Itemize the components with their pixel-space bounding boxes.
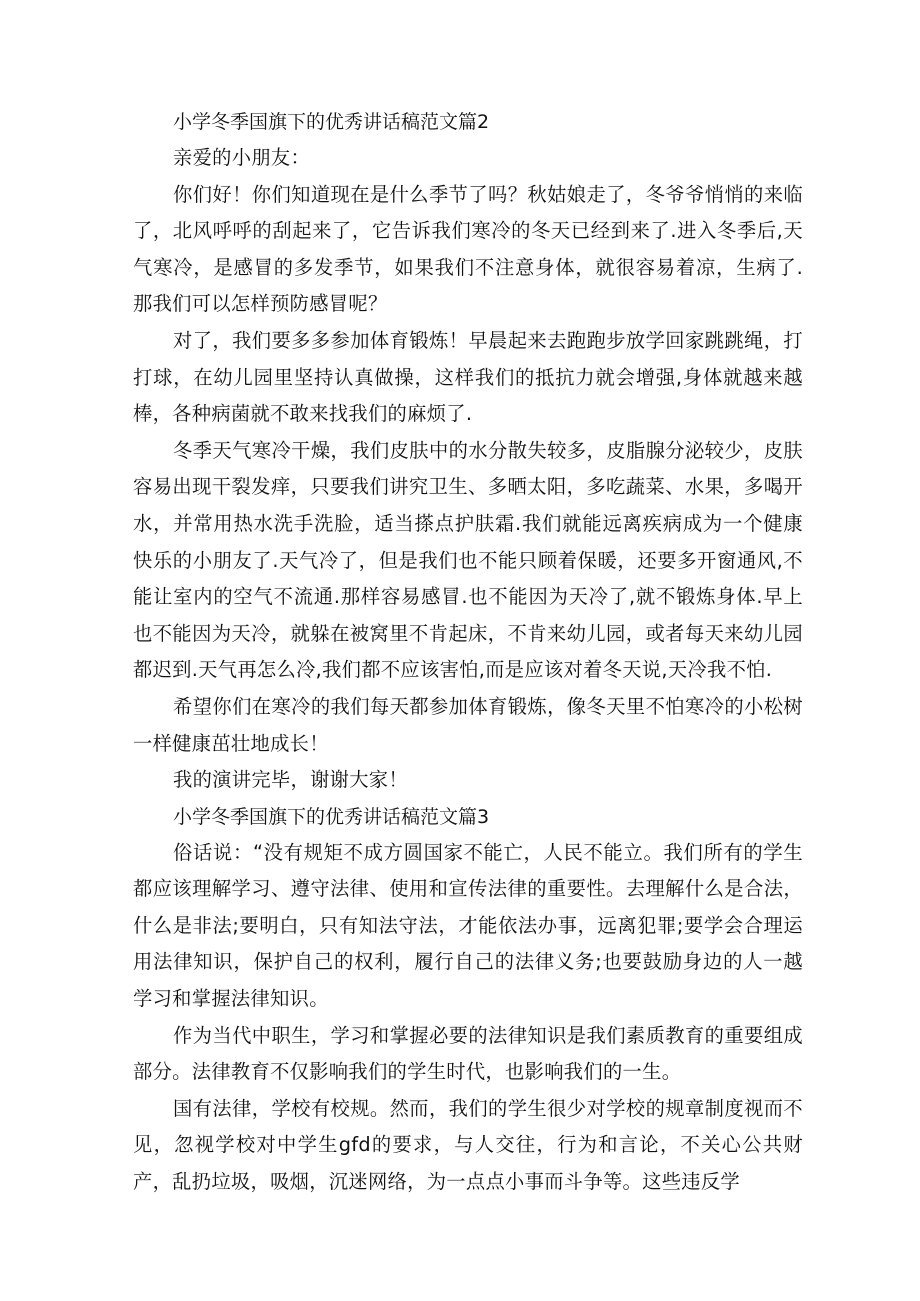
paragraph: 国有法律，学校有校规。然而，我们的学生很少对学校的规章制度视而不见，忽视学校对中学生gfd的要求，与人交往，行为和言论，不关心公共财产，乱扔垃圾，吸烟，沉迷网络，为一点点小事而斗争等。这些违反学 [133,1096,803,1194]
salutation: 亲爱的小朋友： [173,146,311,169]
paragraph: 希望你们在寒冷的我们每天都参加体育锻炼，像冬天里不怕寒冷的小松树一样健康茁壮地成长！ [133,694,803,755]
paragraph: 作为当代中职生，学习和掌握必要的法律知识是我们素质教育的重要组成部分。法律教育不仅影响我们的学生时代，也影响我们的一生。 [133,1023,803,1084]
paragraph: 冬季天气寒冷干燥，我们皮肤中的水分散失较多，皮脂腺分泌较少，皮肤容易出现干裂发痒，只要我们讲究卫生、多晒太阳，多吃蔬菜、水果，多喝开水，并常用热水洗手洗脸，适当搽点护肤霜.我们就能远离疾病成为一个健康快乐的小朋友了.天气冷了，但是我们也不能只顾着保暖，还要多开窗通风,不能让室内的空气不流通.那样容易感冒.也不能因为天冷了,就不锻炼身体.早上也不能因为天冷，就躲在被窝里不肯起床，不肯来幼儿园，或者每天来幼儿园都迟到.天气再怎么冷,我们都不应该害怕,而是应该对着冬天说,天冷我不怕. [133,438,803,682]
paragraph: 你们好！你们知道现在是什么季节了吗？秋姑娘走了，冬爷爷悄悄的来临了，北风呼呼的刮起来了，它告诉我们寒冷的冬天已经到来了.进入冬季后,天气寒冷，是感冒的多发季节，如果我们不注意身体，就很容易着凉，生病了.那我们可以怎样预防感冒呢？ [133,182,803,316]
paragraph: 对了，我们要多多参加体育锻炼！早晨起来去跑跑步放学回家跳跳绳，打打球，在幼儿园里坚持认真做操，这样我们的抵抗力就会增强,身体就越来越棒，各种病菌就不敢来找我们的麻烦了. [133,328,803,426]
closing-line: 我的演讲完毕，谢谢大家！ [173,768,408,792]
section-heading-3: 小学冬季国旗下的优秀讲话稿范文篇3 [173,805,490,828]
section-heading-2: 小学冬季国旗下的优秀讲话稿范文篇2 [173,111,490,133]
paragraph: 俗话说：“没有规矩不成方圆国家不能亡，人民不能立。我们所有的学生都应该理解学习、遵守法律、使用和宣传法律的重要性。去理解什么是合法，什么是非法;要明白，只有知法守法，才能依法办事，远离犯罪;要学会合理运用法律知识，保护自己的权利，履行自己的法律义务;也要鼓励身边的人一越学习和掌握法律知识。 [133,840,803,1011]
document-body [133,104,803,1201]
